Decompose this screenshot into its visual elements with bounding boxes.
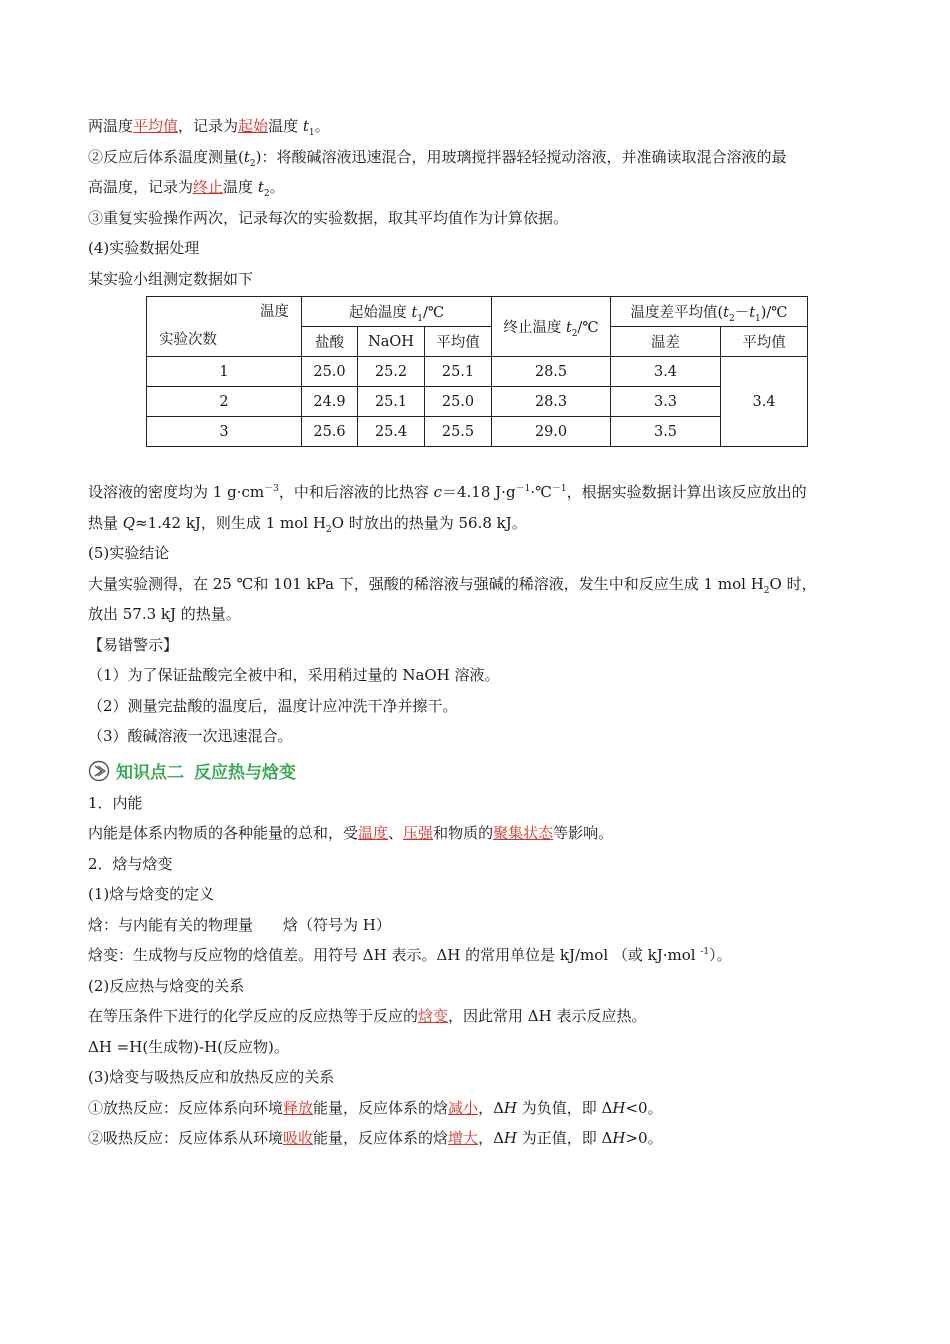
answer-blank: 压强 <box>403 824 434 842</box>
text-line: ②反应后体系温度测量$(t_2)$：将酸碱溶液迅速混合，用玻璃搅拌器轻轻搅动溶液，并准确读取混合溶液的最 <box>88 147 787 169</box>
warning-item: （1）为了保证盐酸完全被中和，采用稍过量的 NaOH 溶液。 <box>88 666 500 684</box>
chevron-circle-icon <box>88 760 110 782</box>
answer-blank: 起始 <box>238 117 269 135</box>
subsection-heading: 1．内能 <box>88 793 143 812</box>
subsection-heading: 2．焓与焓变 <box>88 854 173 873</box>
header-naoh: NaOH <box>358 327 425 357</box>
answer-blank: 焓变 <box>418 1007 449 1025</box>
subsection-heading: (1)焓与焓变的定义 <box>88 885 215 903</box>
text-line: 在等压条件下进行的化学反应的反应热等于反应的焓变，因此常用 ΔH 表示反应热。 <box>88 1007 647 1025</box>
table-row: 2 24.9 25.1 25.0 28.3 3.3 <box>147 387 808 417</box>
header-start-temp: 起始温度 $t_1/℃$ <box>302 297 492 327</box>
answer-blank: 平均值 <box>133 117 179 135</box>
subsection-heading: (2)反应热与焓变的关系 <box>88 976 245 995</box>
answer-blank: 释放 <box>283 1098 314 1117</box>
header-diff-avg: 平均值 <box>721 327 808 357</box>
text-line: ③重复实验操作两次，记录每次的实验数据，取其平均值作为计算依据。 <box>88 208 569 227</box>
answer-blank: 聚集状态 <box>493 824 554 842</box>
answer-blank: 减小 <box>448 1098 479 1117</box>
header-temp-diff: 温度差平均值$(t_2-t_1)/℃$ <box>611 297 808 327</box>
answer-blank: 温度 <box>358 824 389 842</box>
formula-line: ΔH =H(生成物)-H(反应物)。 <box>88 1037 289 1056</box>
table-corner-cell: 温度 实验次数 <box>147 297 302 357</box>
warning-item: （3）酸碱溶液一次迅速混合。 <box>88 727 293 745</box>
table-row: 3 25.6 25.4 25.5 29.0 3.5 <box>147 417 808 447</box>
subsection-heading: (3)焓变与吸热反应和放热反应的关系 <box>88 1068 335 1086</box>
text-line: 高温度，记录为终止温度 $t_2$。 <box>88 178 285 199</box>
header-hcl: 盐酸 <box>302 327 358 357</box>
text-line: 两温度平均值，记录为起始温度 $t_1$。 <box>88 117 330 138</box>
text-line: 放出 57.3 kJ 的热量。 <box>88 605 241 623</box>
table-row: 1 25.0 25.2 25.1 28.5 3.4 3.4 <box>147 357 808 387</box>
section-title: 知识点二 反应热与焓变 <box>116 763 296 783</box>
header-end-temp: 终止温度 $t_2/℃$ <box>492 297 611 357</box>
header-avg: 平均值 <box>425 327 492 357</box>
text-line: 焓：与内能有关的物理量 焓（符号为 H） <box>88 915 391 934</box>
header-diff: 温差 <box>611 327 721 357</box>
experiment-data-table <box>146 296 808 447</box>
warning-title: 【易错警示】 <box>88 635 179 654</box>
text-line: ①放热反应：反应体系向环境释放能量，反应体系的焓减小，ΔH 为负值，即 ΔH<0。 <box>88 1098 663 1117</box>
answer-blank: 增大 <box>448 1129 479 1147</box>
text-line: 焓变：生成物与反应物的焓值差。用符号 ΔH 表示。ΔH 的常用单位是 kJ/mol （或 kJ·mol $^{-1}$）。 <box>88 946 732 964</box>
warning-item: （2）测量完盐酸的温度后，温度计应冲洗干净并擦干。 <box>88 696 458 715</box>
text-line: 某实验小组测定数据如下 <box>88 269 254 288</box>
text-line: ②吸热反应：反应体系从环境吸收能量，反应体系的焓增大，ΔH 为正值，即 ΔH>0。 <box>88 1129 663 1147</box>
document-page <box>88 111 866 1154</box>
text-line: 热量 Q≈1.42 kJ，则生成 1 mol $H_2O$ 时放出的热量为 56.8 kJ。 <box>88 513 527 535</box>
answer-blank: 终止 <box>193 178 224 196</box>
section-heading <box>88 754 866 788</box>
overall-average-cell: 3.4 <box>721 357 808 447</box>
text-line: 设溶液的密度均为 1 $g\cdot cm^{-3}$，中和后溶液的比热容 c＝4.18 $J\cdot g^{-1}\cdot℃^{-1}$，根据实验数据计算出该反应放出的 <box>88 483 807 501</box>
subsection-heading: (4)实验数据处理 <box>88 239 200 257</box>
subsection-heading: (5)实验结论 <box>88 544 170 562</box>
text-line: 大量实验测得，在 25 ℃和 101 kPa 下，强酸的稀溶液与强碱的稀溶液，发生中和反应生成 1 mol $H_2O$ 时， <box>88 574 817 596</box>
answer-blank: 吸收 <box>283 1129 314 1147</box>
text-line: 内能是体系内物质的各种能量的总和，受温度、压强和物质的聚集状态等影响。 <box>88 824 614 842</box>
